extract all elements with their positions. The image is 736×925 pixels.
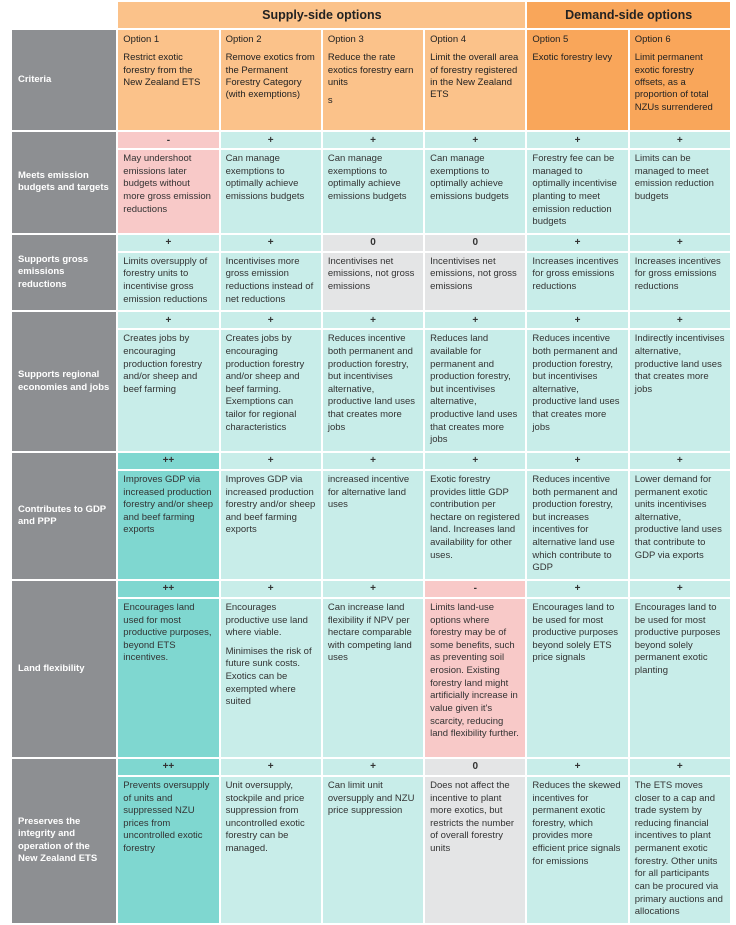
description-cell	[323, 330, 423, 451]
description-text: Reduces the skewed incentives for permanent exotic forestry, which provides more efficient price signals for emissions	[532, 779, 621, 867]
option-number: Option 3	[327, 34, 364, 45]
description-text: Creates jobs by encouraging production forestry and/or sheep and beef farming	[123, 333, 202, 395]
description-text: Can manage exemptions to optimally achieve emissions budgets	[225, 153, 305, 202]
rating-cell: +	[527, 759, 627, 775]
rating-cell: +	[323, 453, 423, 469]
description-cell	[425, 253, 525, 311]
description-cell	[118, 330, 218, 451]
rating-cell: +	[527, 312, 627, 328]
description-cell	[527, 777, 627, 923]
criterion-rating-row	[12, 453, 730, 469]
description-text: Can manage exemptions to optimally achieve emissions budgets	[430, 153, 509, 202]
description-cell	[221, 471, 321, 579]
rating-cell: +	[630, 453, 730, 469]
description-text: Encourages land to be used for most productive purposes beyond solely permanent exotic planting	[634, 601, 721, 676]
option-number: Option 2	[225, 34, 262, 45]
criteria-header: Criteria	[12, 30, 116, 130]
description-text: Incentivises net emissions, not gross emissions	[327, 255, 415, 292]
criterion-rating-row	[12, 132, 730, 148]
option-number: Option 6	[634, 34, 671, 45]
description-cell	[630, 330, 730, 451]
group-header-row	[12, 2, 730, 28]
criterion-label: Supports regional economies and jobs	[12, 312, 116, 451]
option-title: Limit the overall area of forestry registered in the New Zealand ETS	[430, 52, 519, 101]
description-text: May undershoot emissions later budgets without more gross emission reductions	[123, 153, 211, 215]
option-title: Exotic forestry levy	[532, 52, 613, 64]
criterion-description-row	[12, 330, 730, 451]
description-cell	[118, 150, 218, 233]
description-cell	[630, 777, 730, 923]
option-title: Remove exotics from the Permanent Forestry Category (with exemptions)	[225, 52, 315, 101]
description-cell	[425, 599, 525, 757]
description-cell	[527, 330, 627, 451]
description-text: Improves GDP via increased production forestry and/or sheep and beef farming exports	[123, 473, 214, 536]
rating-cell: 0	[323, 235, 423, 251]
description-text: Limits can be managed to meet emission reduction budgets	[634, 153, 714, 202]
description-text: Incentivises net emissions, not gross emissions	[430, 255, 517, 292]
option-header-row	[12, 30, 730, 130]
description-text: Limits land-use options where forestry may be of some benefits, such as preventing soil erosion. Existing forestry land might artificially increase in value given it's scarcity, reducing land flexibility further.	[430, 601, 519, 740]
option-1-header	[118, 30, 218, 130]
description-text: increased incentive for alternative land uses	[327, 473, 410, 511]
rating-cell: +	[425, 453, 525, 469]
criterion-description-row	[12, 253, 730, 311]
description-cell	[221, 777, 321, 923]
description-cell	[527, 150, 627, 233]
supply-side-header: Supply-side options	[118, 2, 525, 28]
rating-cell: +	[527, 235, 627, 251]
description-text: Forestry fee can be managed to optimally incentivise planting to meet emission reduction budgets	[532, 153, 617, 228]
description-text: The ETS moves closer to a cap and trade system by reducing financial incentives to plant permanent exotic forestry. Other units for all participants can be procured via primary auctions and allocations	[634, 779, 723, 918]
description-text: Reduces land available for permanent and production forestry, but incentivises alternative, productive land uses that creates more jobs	[430, 333, 518, 446]
description-text: Increases incentives for gross emissions reductions	[532, 255, 619, 292]
description-text: Encourages productive use land where viable.	[225, 601, 308, 639]
rating-cell: 0	[425, 235, 525, 251]
description-text: Reduces incentive both permanent and production forestry, but incentivises alternative, productive land uses that creates more jobs	[532, 333, 620, 433]
options-assessment-table	[10, 0, 732, 925]
description-text: Limits oversupply of forestry units to incentivise gross emission reductions	[123, 255, 208, 305]
rating-cell: +	[221, 453, 321, 469]
description-cell	[118, 599, 218, 757]
rating-cell: +	[118, 312, 218, 328]
criterion-description-row	[12, 471, 730, 579]
rating-cell: +	[323, 312, 423, 328]
description-cell	[221, 253, 321, 311]
description-cell	[630, 150, 730, 233]
option-number: Option 1	[123, 34, 160, 45]
description-text: Exotic forestry provides little GDP contribution per hectare on registered land. Increases land availability for other uses.	[430, 473, 520, 561]
description-cell	[425, 777, 525, 923]
criterion-description-row	[12, 150, 730, 233]
description-text: Creates jobs by encouraging production forestry and/or sheep and beef farming. Exemptions can tailor for regional characteristics	[225, 333, 305, 433]
description-text: Reduces incentive both permanent and production forestry, but increases incentives for alternative land use which contribute to GDP	[532, 473, 618, 574]
description-text: Prevents oversupply of units and suppressed NZU prices from uncontrolled exotic forestry	[123, 779, 210, 854]
criterion-rating-row	[12, 235, 730, 251]
description-text: Encourages land to be used for most productive purposes beyond solely ETS price signals	[532, 601, 618, 664]
description-text: Does not affect the incentive to plant more exotics, but restricts the number of overall forestry units	[430, 779, 515, 854]
description-cell	[630, 471, 730, 579]
description-text: Increases incentives for gross emissions reductions	[634, 255, 721, 292]
rating-cell: +	[221, 759, 321, 775]
rating-cell: +	[630, 581, 730, 597]
rating-cell: +	[221, 132, 321, 148]
option-4-header	[425, 30, 525, 130]
rating-cell: -	[425, 581, 525, 597]
criterion-label: Preserves the integrity and operation of the New Zealand ETS	[12, 759, 116, 923]
description-cell	[527, 471, 627, 579]
rating-cell: +	[118, 235, 218, 251]
criterion-label: Contributes to GDP and PPP	[12, 453, 116, 579]
description-text: Indirectly incentivises alternative, productive land uses that creates more jobs	[634, 333, 725, 395]
description-cell	[323, 150, 423, 233]
description-text: Reduces incentive both permanent and production forestry, but incentivises alternative, productive land uses that creates more jobs	[327, 333, 415, 433]
description-cell	[221, 150, 321, 233]
rating-cell: +	[425, 132, 525, 148]
description-cell	[221, 330, 321, 451]
option-title-extra: s	[327, 95, 333, 107]
criterion-rating-row	[12, 759, 730, 775]
description-text: Encourages land used for most productive purposes, beyond ETS incentives.	[123, 601, 212, 664]
rating-cell: ++	[118, 453, 218, 469]
corner-blank	[12, 2, 116, 28]
rating-cell: +	[630, 235, 730, 251]
description-cell	[630, 599, 730, 757]
rating-cell: +	[527, 132, 627, 148]
description-cell	[323, 777, 423, 923]
option-3-header	[323, 30, 423, 130]
rating-cell: +	[221, 312, 321, 328]
option-number: Option 5	[532, 34, 569, 45]
description-cell	[425, 471, 525, 579]
rating-cell: +	[630, 312, 730, 328]
description-cell	[118, 777, 218, 923]
criterion-description-row	[12, 777, 730, 923]
description-cell	[323, 471, 423, 579]
criterion-rating-row	[12, 312, 730, 328]
rating-cell: +	[527, 453, 627, 469]
description-cell	[323, 253, 423, 311]
description-cell	[425, 330, 525, 451]
option-title: Limit permanent exotic forestry offsets, as a proportion of total NZUs surrendered	[634, 52, 713, 113]
description-text: Can manage exemptions to optimally achieve emissions budgets	[327, 153, 407, 202]
rating-cell: ++	[118, 759, 218, 775]
criterion-label: Supports gross emissions reductions	[12, 235, 116, 311]
description-cell	[118, 471, 218, 579]
option-title: Restrict exotic forestry from the New Zealand ETS	[123, 52, 201, 89]
rating-cell: ++	[118, 581, 218, 597]
description-text: Minimises the risk of future sunk costs. Exotics can be exempted where suited	[225, 645, 312, 708]
rating-cell: +	[323, 581, 423, 597]
criterion-description-row	[12, 599, 730, 757]
rating-cell: +	[323, 132, 423, 148]
description-text: Unit oversupply, stockpile and price suppression from uncontrolled exotic forestry can be managed.	[225, 779, 305, 854]
option-6-header	[630, 30, 730, 130]
description-text: Can limit unit oversupply and NZU price suppression	[327, 779, 415, 817]
criterion-rating-row	[12, 581, 730, 597]
option-5-header	[527, 30, 627, 130]
description-text: Improves GDP via increased production forestry and/or sheep and beef farming exports	[225, 473, 316, 536]
description-cell	[221, 599, 321, 757]
rating-cell: -	[118, 132, 218, 148]
rating-cell: +	[630, 132, 730, 148]
demand-side-header: Demand-side options	[527, 2, 730, 28]
criterion-label: Land flexibility	[12, 581, 116, 757]
rating-cell: +	[323, 759, 423, 775]
rating-cell: 0	[425, 759, 525, 775]
rating-cell: +	[221, 581, 321, 597]
rating-cell: +	[630, 759, 730, 775]
description-cell	[527, 253, 627, 311]
option-title: Reduce the rate exotics forestry earn units	[327, 52, 414, 89]
criterion-label: Meets emission budgets and targets	[12, 132, 116, 233]
description-cell	[425, 150, 525, 233]
rating-cell: +	[221, 235, 321, 251]
option-number: Option 4	[430, 34, 467, 45]
description-text: Can increase land flexibility if NPV per hectare comparable with competing land uses	[327, 601, 412, 664]
description-cell	[118, 253, 218, 311]
rating-cell: +	[527, 581, 627, 597]
description-cell	[630, 253, 730, 311]
option-2-header	[221, 30, 321, 130]
description-cell	[527, 599, 627, 757]
rating-cell: +	[425, 312, 525, 328]
description-cell	[323, 599, 423, 757]
description-text: Incentivises more gross emission reductions instead of net reductions	[225, 255, 314, 305]
description-text: Lower demand for permanent exotic units incentivises alternative, productive land uses that contribute to GDP via exports	[634, 473, 722, 561]
